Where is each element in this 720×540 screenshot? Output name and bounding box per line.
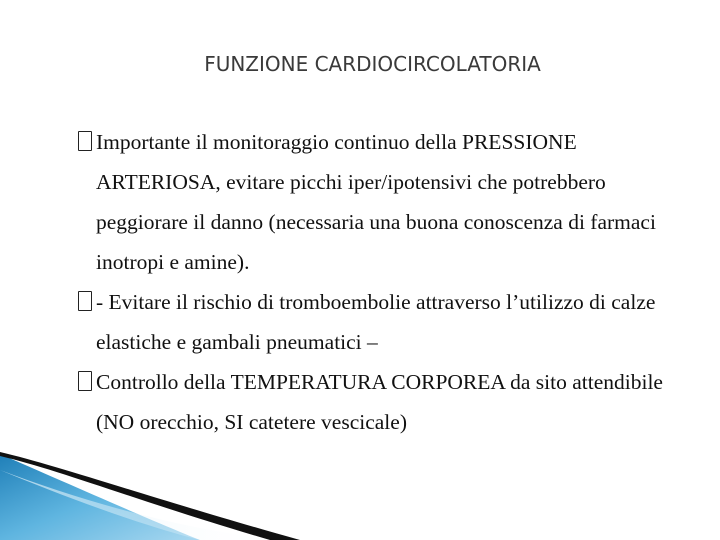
slide-title: FUNZIONE CARDIOCIRCOLATORIA bbox=[204, 52, 541, 76]
missing-glyph-box-icon bbox=[78, 371, 92, 391]
bullet-item bbox=[78, 362, 698, 442]
bullet-text: Controllo della TEMPERATURA CORPOREA da sito attendibile (NO orecchio, SI catetere vescicale) bbox=[96, 370, 663, 434]
missing-glyph-box-icon bbox=[78, 291, 92, 311]
missing-glyph-box-icon bbox=[78, 131, 92, 151]
bullet-text: - Evitare il rischio di tromboembolie attraverso l’utilizzo di calze elastiche e gambali pneumatici – bbox=[96, 290, 656, 354]
bullet-item bbox=[78, 282, 698, 362]
bullet-list bbox=[78, 122, 698, 442]
decorative-swoosh bbox=[0, 440, 720, 540]
bullet-text: Importante il monitoraggio continuo della PRESSIONE ARTERIOSA, evitare picchi iper/ipotensivi che potrebbero peggiorare il danno (necessaria una buona conoscenza di farmaci inotropi e amine). bbox=[96, 130, 656, 274]
bullet-item bbox=[78, 122, 698, 282]
